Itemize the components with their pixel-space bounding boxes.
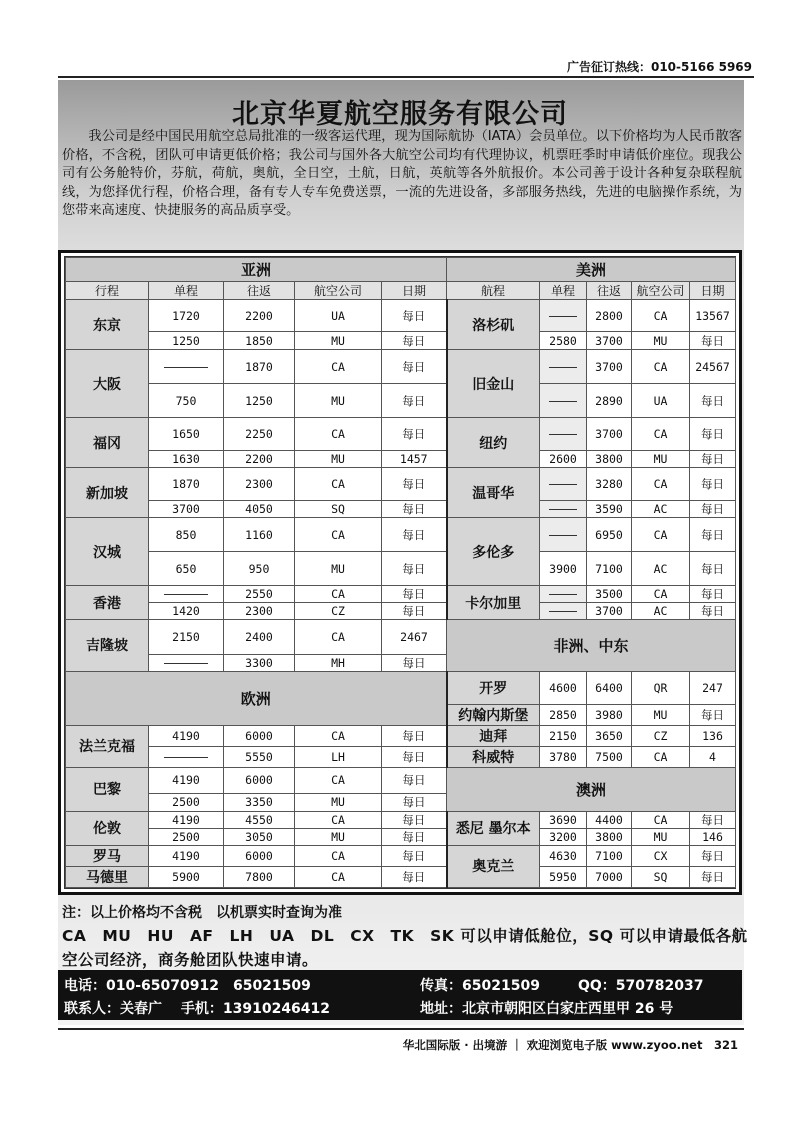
page-footer: 华北国际版 · 出境游 ｜ 欢迎浏览电子版 www.zyoo.net 321 [402,1038,738,1052]
fare-cell: 4190 [149,845,224,866]
qq: QQ：570782037 [578,978,704,994]
fax: 传真：65021509 [420,978,540,994]
fare-cell: CA [295,620,382,654]
fare-cell: CA [295,350,382,384]
fare-cell: 每日 [382,811,447,828]
fare-cell: 4 [690,746,736,767]
fare-cell: 3350 [224,793,295,811]
fare-cell: MU [295,384,382,418]
fare-cell: 每日 [382,725,447,746]
fare-cell: 146 [690,828,736,845]
col-header: 往返 [224,282,295,300]
fare-cell: 2600 [540,451,587,468]
fare-cell [540,586,587,603]
city-name: 马德里 [66,866,149,887]
city-name: 罗马 [66,845,149,866]
fare-cell: 6000 [224,767,295,793]
table-row [66,468,736,501]
fare-cell: 每日 [690,845,736,866]
bottom-rule [58,1028,744,1030]
no-fare-dash [549,594,577,595]
fare-cell: 2150 [540,725,587,746]
city-name: 吉隆坡 [66,620,149,671]
fare-cell: 每日 [690,552,736,586]
city-name: 多伦多 [447,518,540,586]
fare-cell: MU [632,828,690,845]
col-header: 单程 [149,282,224,300]
fare-cell: MU [295,332,382,350]
fare-cell: MU [632,332,690,350]
table-row [66,451,736,468]
fare-cell: 2550 [224,586,295,603]
table-row [66,811,736,828]
fare-cell: UA [295,300,382,332]
fare-cell: 6400 [587,671,632,704]
fare-cell [540,300,587,332]
fare-cell: CA [295,767,382,793]
table-row [66,418,736,451]
fare-cell: MH [295,654,382,671]
fare-cell: 每日 [382,468,447,501]
col-header: 航空公司 [632,282,690,300]
fare-cell: 3700 [149,501,224,518]
fare-cell: AC [632,603,690,620]
fare-cell: 7100 [587,845,632,866]
fare-cell: 2890 [587,384,632,418]
fare-cell: 2580 [540,332,587,350]
fare-cell: 3700 [587,350,632,384]
table-row [66,725,736,746]
no-fare-dash [549,484,577,485]
fare-cell: 6000 [224,725,295,746]
fare-cell: 每日 [382,845,447,866]
fare-cell: CX [632,845,690,866]
fare-cell: CZ [295,603,382,620]
city-name: 开罗 [447,671,540,704]
fare-cell: 5900 [149,866,224,887]
fare-cell: 3050 [224,828,295,845]
fare-cell: 2300 [224,603,295,620]
col-header: 单程 [540,282,587,300]
fare-cell: 每日 [690,332,736,350]
fare-cell: 每日 [382,300,447,332]
fare-cell: 1870 [224,350,295,384]
fare-cell: 3200 [540,828,587,845]
fare-cell: CA [632,518,690,552]
col-header: 航程 [447,282,540,300]
fare-cell: 650 [149,552,224,586]
fare-cell: CA [632,586,690,603]
fare-cell: 每日 [382,552,447,586]
table-row [66,518,736,552]
fare-cell: CA [632,350,690,384]
fare-cell: 2300 [224,468,295,501]
no-fare-dash [164,367,208,368]
fare-cell: 4630 [540,845,587,866]
fare-cell: MU [295,828,382,845]
fare-cell: 2200 [224,451,295,468]
fare-cell: 每日 [382,332,447,350]
fare-cell: SQ [295,501,382,518]
table-row [66,845,736,866]
fare-cell: 1160 [224,518,295,552]
fare-cell: 950 [224,552,295,586]
fare-cell: 750 [149,384,224,418]
fare-cell: 7500 [587,746,632,767]
no-fare-dash [549,316,577,317]
fare-cell: 每日 [690,603,736,620]
fare-cell: 3700 [587,603,632,620]
fare-cell: 4600 [540,671,587,704]
fare-cell: 7000 [587,866,632,887]
fare-cell: MU [632,704,690,725]
city-name: 巴黎 [66,767,149,811]
table-row [66,501,736,518]
fare-cell: 2150 [149,620,224,654]
city-name: 福冈 [66,418,149,468]
fare-cell [149,586,224,603]
no-fare-dash [164,663,208,664]
fare-cell: 2500 [149,828,224,845]
no-fare-dash [549,434,577,435]
fare-cell [540,468,587,501]
company-intro: 我公司是经中国民用航空总局批准的一级客运代理，现为国际航协（IATA）会员单位。以下价格均为人民币散客价格，不含税，团队可申请更低价格；我公司与国外各大航空公司均有代理协议，机票旺季时申请低价座位。现我公司有公务舱特价，芬航，荷航，奥航，全日空，土航，日航，英航等各外航报价。本公司善于设计各种复杂联程航线，为您择优行程，价格合理，备有专人专车免费送票，一流的先进设备，多部服务热线，先进的电脑操作系统，为您带来高速度、快捷服务的高品质享受。 [62,129,742,219]
table-row [66,746,736,767]
fare-cell: 136 [690,725,736,746]
fare-cell: 3800 [587,451,632,468]
table-row [66,767,736,793]
region-europe: 欧洲 [66,671,447,725]
fare-cell: 1420 [149,603,224,620]
city-name: 卡尔加里 [447,586,540,620]
fare-cell [540,603,587,620]
fare-cell [149,746,224,767]
fare-cell: 每日 [382,793,447,811]
fare-cell: 4190 [149,811,224,828]
col-header: 日期 [382,282,447,300]
fare-cell: 每日 [690,866,736,887]
fare-cell: CA [295,725,382,746]
fare-cell: 2500 [149,793,224,811]
fare-cell: 13567 [690,300,736,332]
fare-cell: 每日 [690,518,736,552]
city-name: 东京 [66,300,149,350]
fare-cell: CA [295,518,382,552]
table-row [66,671,736,704]
fare-cell: 每日 [382,350,447,384]
fare-cell: 每日 [690,418,736,451]
fare-cell: 3700 [587,332,632,350]
no-fare-dash [549,367,577,368]
city-name: 香港 [66,586,149,620]
fare-cell: CA [632,811,690,828]
table-row [66,552,736,586]
region-asia: 亚洲 [66,258,447,282]
fare-cell: MU [295,552,382,586]
fare-cell [149,654,224,671]
fare-cell: CA [295,468,382,501]
airline-note: CA MU HU AF LH UA DL CX TK SK 可以申请低舱位，SQ 可以申请最低各航空公司经济，商务舱团队快速申请。 [62,927,748,969]
fare-cell: CA [295,845,382,866]
region-americas: 美洲 [447,258,736,282]
fare-cell: SQ [632,866,690,887]
fare-cell: 每日 [382,418,447,451]
no-fare-dash [549,535,577,536]
fare-cell: 6000 [224,845,295,866]
fare-cell: 3780 [540,746,587,767]
fare-cell: CZ [632,725,690,746]
fare-cell: 247 [690,671,736,704]
fare-cell [540,384,587,418]
contact-person: 联系人：关春广 手机：13910246412 [64,1001,331,1017]
fare-cell: 4050 [224,501,295,518]
table-row [66,828,736,845]
fare-cell: MU [295,793,382,811]
fare-cell: 每日 [382,586,447,603]
table-row [66,350,736,384]
fare-cell: CA [295,586,382,603]
phone: 电话：010-65070912 65021509 [64,978,311,994]
fare-cell: CA [632,746,690,767]
fare-cell: 每日 [690,384,736,418]
fare-cell: CA [632,418,690,451]
fare-cell: 3300 [224,654,295,671]
fare-cell [540,518,587,552]
no-fare-dash [549,611,577,612]
city-name: 伦敦 [66,811,149,845]
fare-cell: 2850 [540,704,587,725]
fare-cell: 5950 [540,866,587,887]
fare-cell: 每日 [382,828,447,845]
fare-cell: 1250 [149,332,224,350]
fare-cell: LH [295,746,382,767]
col-header: 行程 [66,282,149,300]
fare-cell: 每日 [690,501,736,518]
fare-cell: 7100 [587,552,632,586]
col-header: 航空公司 [295,282,382,300]
col-header: 日期 [690,282,736,300]
fare-cell: AC [632,501,690,518]
fare-cell: 每日 [382,767,447,793]
fare-cell: 3700 [587,418,632,451]
fare-cell: 每日 [382,866,447,887]
fare-cell: 1250 [224,384,295,418]
table-row [66,300,736,332]
fare-cell: 每日 [382,501,447,518]
fare-cell: 3590 [587,501,632,518]
table-row [66,282,736,300]
table-row [66,384,736,418]
fare-cell: 7800 [224,866,295,887]
fare-cell: QR [632,671,690,704]
fare-table [65,257,736,888]
fare-cell: 6950 [587,518,632,552]
fare-cell: 1630 [149,451,224,468]
col-header: 往返 [587,282,632,300]
region-oceania: 澳洲 [447,767,736,811]
fare-cell: CA [632,468,690,501]
fare-cell: 每日 [382,654,447,671]
fare-cell: 4190 [149,767,224,793]
city-name: 温哥华 [447,468,540,518]
price-note: 注：以上价格均不含税 以机票实时查询为准 [62,905,342,921]
fare-cell: 2800 [587,300,632,332]
table-row [66,586,736,603]
fare-cell: CA [295,866,382,887]
region-africa-middle-east: 非洲、中东 [447,620,736,671]
fare-cell: 4190 [149,725,224,746]
fare-cell: 1850 [224,332,295,350]
fare-cell: MU [632,451,690,468]
fare-cell: CA [632,300,690,332]
fare-cell: 4400 [587,811,632,828]
fare-cell: 3650 [587,725,632,746]
fare-cell: 1457 [382,451,447,468]
table-row [66,620,736,654]
city-name: 旧金山 [447,350,540,418]
fare-cell: 每日 [690,811,736,828]
city-name: 汉城 [66,518,149,586]
company-title: 北京华夏航空服务有限公司 [232,99,568,130]
fare-cell: 3980 [587,704,632,725]
fare-cell: 3690 [540,811,587,828]
fare-cell: MU [295,451,382,468]
fare-cell: 3800 [587,828,632,845]
city-name: 法兰克福 [66,725,149,767]
address: 地址：北京市朝阳区白家庄西里甲 26 号 [420,1001,674,1017]
fare-cell: UA [632,384,690,418]
city-name: 迪拜 [447,725,540,746]
table-row [66,603,736,620]
fare-cell: CA [295,811,382,828]
fare-cell: 2467 [382,620,447,654]
fare-cell: 每日 [690,586,736,603]
ad-hotline: 广告征订热线：010-5166 5969 [566,60,752,74]
fare-cell: 2200 [224,300,295,332]
fare-cell [540,418,587,451]
city-name: 纽约 [447,418,540,468]
city-name: 科威特 [447,746,540,767]
city-name: 新加坡 [66,468,149,518]
fare-cell: 每日 [690,468,736,501]
fare-cell: 3280 [587,468,632,501]
fare-cell: 5550 [224,746,295,767]
no-fare-dash [164,757,208,758]
fare-cell [540,501,587,518]
no-fare-dash [549,509,577,510]
fare-cell: 1720 [149,300,224,332]
fare-cell: 3900 [540,552,587,586]
fare-cell: 每日 [382,518,447,552]
city-name: 奥克兰 [447,845,540,887]
fare-cell: 2250 [224,418,295,451]
table-row [66,866,736,887]
city-name: 悉尼 墨尔本 [447,811,540,845]
fare-cell: 1650 [149,418,224,451]
top-rule [58,76,754,78]
fare-cell: 每日 [382,384,447,418]
fare-cell: 1870 [149,468,224,501]
table-row [66,258,736,282]
no-fare-dash [164,594,208,595]
fare-cell: 2400 [224,620,295,654]
fare-cell [149,350,224,384]
no-fare-dash [549,401,577,402]
fare-table-frame [58,250,742,895]
table-row [66,332,736,350]
fare-cell: 每日 [690,704,736,725]
fare-cell: 850 [149,518,224,552]
fare-cell: AC [632,552,690,586]
city-name: 洛杉矶 [447,300,540,350]
city-name: 约翰内斯堡 [447,704,540,725]
fare-cell: 4550 [224,811,295,828]
fare-cell: CA [295,418,382,451]
fare-cell: 每日 [382,746,447,767]
fare-cell: 24567 [690,350,736,384]
fare-cell: 3500 [587,586,632,603]
city-name: 大阪 [66,350,149,418]
fare-cell [540,350,587,384]
fare-cell: 每日 [690,451,736,468]
fare-cell: 每日 [382,603,447,620]
contact-bar [58,970,742,1020]
